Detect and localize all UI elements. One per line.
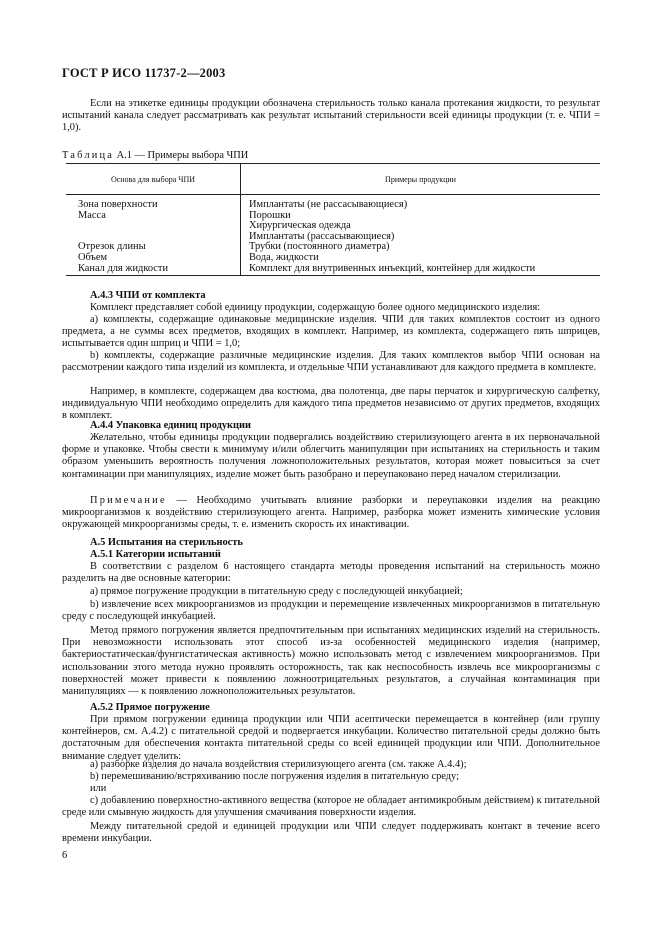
table-cell-basis [66, 195, 241, 276]
page-number: 6 [62, 850, 68, 861]
table-cell-line: Вода, жидкости [249, 251, 319, 263]
table-cell-line: Канал для жидкости [78, 262, 169, 274]
section-a43-example: Например, в комплекте, содержащем два костюма, два полотенца, две пары перчаток и хирургическую салфетку, индивидуальную ЧПИ необходимо определить для каждого типа предметов независимо от других предметов, входящих в комплект. [62, 386, 600, 422]
table-cell-line [78, 231, 240, 242]
table-cell-line: Трубки (постоянного диаметра) [249, 241, 390, 253]
document-header: ГОСТ Р ИСО 11737-2—2003 [62, 66, 226, 80]
section-a43-intro: Комплект представляет собой единицу продукции, содержащую более одного медицинского изделия: [90, 302, 541, 313]
table-cell-line: Имплантаты (рассасывающиеся) [249, 230, 395, 242]
section-a52-item-a: а) разборке изделия до начала воздействия стерилизующего агента (см. также А.4.4); [90, 759, 467, 770]
section-a51-intro: В соответствии с разделом 6 настоящего стандарта методы проведения испытаний на стерильность можно разделить на две основные категории: [62, 561, 600, 585]
table-header-row [66, 164, 600, 195]
section-a43-item-b: b) комплекты, содержащие различные медицинские изделия. Для таких комплектов выбор ЧПИ основан на рассмотрении каждого типа изделий из комплекта, и отдельные ЧПИ устанавливают для каждого предмета в комплекте. [62, 350, 600, 374]
section-a5-title: А.5 Испытания на стерильность [90, 537, 243, 548]
table-cell-line: Порошки [249, 209, 291, 221]
section-a52-or: или [90, 783, 107, 794]
table-cell-line: Комплект для внутривенных инъекций, контейнер для жидкости [249, 262, 536, 274]
note-label: Примечание [90, 495, 167, 506]
table-row [66, 195, 600, 276]
table-cell-line [78, 220, 240, 231]
section-a51-paragraph: Метод прямого погружения является предпочтительным при испытаниях медицинских изделий на стерильность. При невозможности использовать этот способ из-за особенностей медицинского изделия (например, бактериостатическая/фунгистатическая активность) можно использовать метод с извлечением микроорганизмов. При использовании этого метода нужно проявлять осторожность, так как неспособность извлечь все микроорганизмы с поверхностей может привести к появлению ложноотрицательных результатов, а случайная контаминация при манипуляциях — к появлению ложноположительных результатов. [62, 625, 600, 698]
section-a44-title: А.4.4 Упаковка единиц продукции [90, 420, 251, 431]
section-a52-item-b: b) перемешиванию/встряхиванию после погружения изделия в питательную среду; [90, 771, 459, 782]
table-caption-prefix: Таблица [62, 150, 115, 161]
section-a44-note [62, 495, 600, 532]
examples-table [66, 163, 600, 276]
section-a43-item-a: а) комплекты, содержащие одинаковые медицинские изделия. ЧПИ для таких комплектов состоит из одного предмета, а не суммы всех предметов, входящих в комплект. Например, из комплекта, содержащего пять шприцев, испытывается один шприц и ЧПИ = 1,0; [62, 314, 600, 350]
table-cell-line: Отрезок длины [78, 241, 146, 253]
table-cell-line: Имплантаты (не рассасывающиеся) [249, 199, 408, 210]
section-a52-item-c: с) добавлению поверхностно-активного вещества (которое не обладает антимикробным действием) к питательной среде или смывную жидкость для улучшения смачивания поверхности изделия. [62, 795, 600, 819]
table-header-basis: Основа для выбора ЧПИ [66, 164, 241, 195]
table-caption [62, 150, 248, 161]
note-text: — Необходимо учитывать влияние разборки и переупаковки изделия на реакцию микроорганизмов к воздействию стерилизующего агента. Например, разборка может изменить химические условия окружающей микроорганизмы среды, т. е. изменить скорость их инактивации. [62, 495, 600, 531]
table-cell-line: Объем [78, 251, 108, 263]
section-a44-paragraph: Желательно, чтобы единицы продукции подвергались воздействию стерилизующего агента в их первоначальной форме и упаковке. Чтобы свести к минимуму и/или облегчить манипуляции при испытаниях на стерильность и таким образом уменьшить вероятность получения ложноположительных результатов, которая может повыситься за счет контаминации при манипуляциях, изделие может быть разобрано и переупаковано перед началом стерилизации. [62, 432, 600, 480]
table-caption-text: А.1 — Примеры выбора ЧПИ [114, 150, 249, 161]
section-a51-title: А.5.1 Категории испытаний [90, 549, 221, 560]
table-cell-line: Зона поверхности [78, 199, 158, 210]
section-a52-paragraph: При прямом погружении единица продукции или ЧПИ асептически перемещается в контейнер (или группу контейнеров, см. А.4.2) с питательной средой и подвергается инкубации. Количество питательной среды должно быть достаточным для обеспечения контакта питательной среды со всей единицей продукции или ЧПИ. Дополнительное внимание следует уделить: [62, 714, 600, 762]
section-a52-title: А.5.2 Прямое погружение [90, 702, 210, 713]
section-a43-title: А.4.3 ЧПИ от комплекта [90, 290, 206, 301]
section-a51-item-a: а) прямое погружение продукции в питательную среду с последующей инкубацией; [90, 586, 463, 597]
table-cell-examples [241, 195, 601, 276]
section-a51-item-b: b) извлечение всех микроорганизмов из продукции и перемещение извлеченных микроорганизмов в питательную среду с последующей инкубацией. [62, 599, 600, 623]
intro-paragraph: Если на этикетке единицы продукции обозначена стерильность только канала протекания жидкости, то результат испытаний канала следует рассматривать как результат испытаний стерильности всей единицы продукции (т. е. ЧПИ = 1,0). [62, 98, 600, 134]
table-header-examples: Примеры продукции [241, 164, 601, 195]
table-cell-line: Масса [78, 209, 106, 221]
section-a52-closing: Между питательной средой и единицей продукции или ЧПИ следует поддерживать контакт в течение всего времени инкубации. [62, 821, 600, 845]
table-cell-line: Хирургическая одежда [249, 220, 351, 232]
